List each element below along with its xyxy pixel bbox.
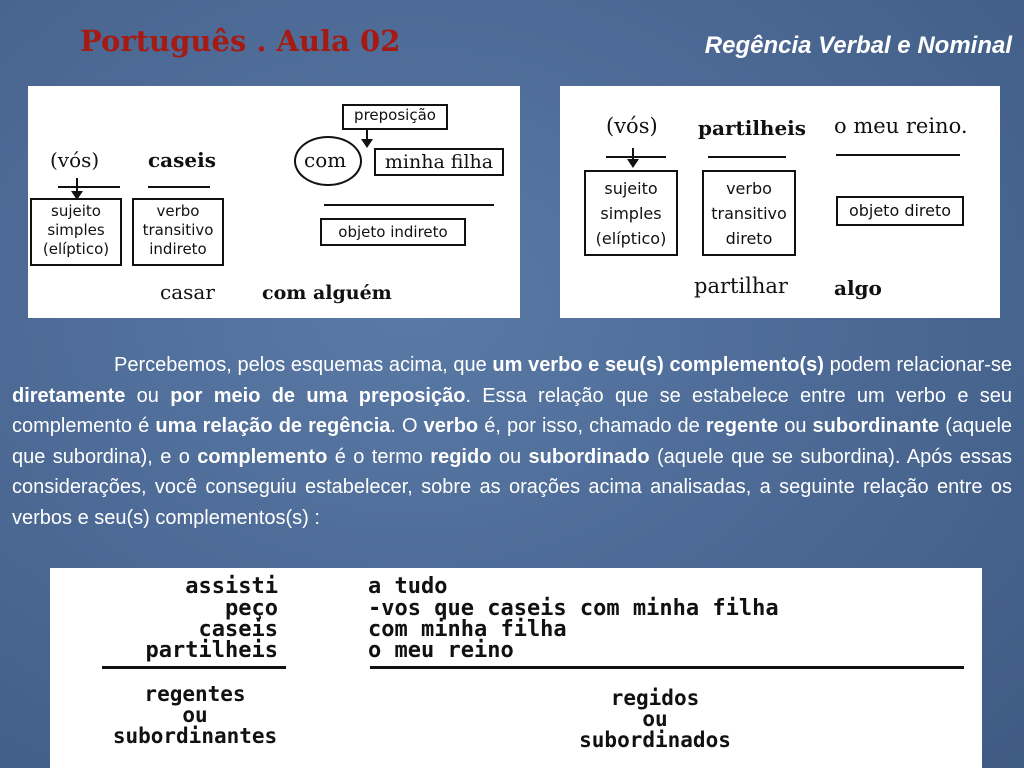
label-objeto-direto: objeto direto [836, 196, 964, 226]
subject-word: (vós) [606, 114, 658, 138]
verb-partilheis: partilheis [145, 638, 278, 663]
complement-o-meu-reino: o meu reino [368, 638, 514, 663]
verb-assisti: assisti [185, 574, 278, 599]
complement-a-tudo: a tudo [368, 574, 448, 599]
verb-caseis: caseis [198, 617, 278, 642]
verb-word: partilheis [698, 116, 807, 140]
right-label: regidos ou subordinados [579, 686, 731, 752]
arrow-subject [632, 148, 634, 160]
label-verbo: verbo transitivo indireto [132, 198, 224, 266]
infinitive-word: casar [160, 280, 215, 304]
relation-table [50, 568, 982, 768]
brace-right [370, 666, 964, 669]
complement-word: algo [834, 276, 882, 300]
diagram-right [560, 86, 1000, 318]
label-sujeito: sujeito simples (elíptico) [584, 170, 678, 256]
brace-left [102, 666, 286, 669]
infinitive-word: partilhar [694, 274, 788, 298]
diagram-left [28, 86, 520, 318]
brace-verb [708, 156, 786, 158]
brace-verb [148, 186, 210, 188]
verb-word: caseis [148, 148, 216, 172]
verb-peco: peço [225, 596, 278, 621]
complement-com-minha-filha: com minha filha [368, 617, 567, 642]
arrow-subject [76, 178, 78, 192]
explanation-paragraph: Percebemos, pelos esquemas acima, que um verbo e seu(s) complemento(s) podem relacionar-se diretamente ou por meio de uma preposição. Essa relação que se estabelece entre um verbo e seu complemento é uma relação de regência. O verbo é, por isso, chamado de regente ou subordinante (aquele que subordina), e o complemento é o termo regido ou subordinado (aquele que se subordina). Após essas considerações, você conseguiu estabelecer, sobre as orações acima analisadas, a seguinte relação entre os verbos e seu(s) complementos(s) : [12, 354, 1013, 529]
object-word: minha filha [374, 148, 504, 176]
label-preposicao: preposição [342, 104, 448, 130]
label-sujeito: sujeito simples (elíptico) [30, 198, 122, 266]
label-objeto-indireto: objeto indireto [320, 218, 466, 246]
brace-subject [58, 186, 120, 188]
subject-word: (vós) [50, 148, 100, 172]
brace-subject [606, 156, 666, 158]
object-word: o meu reino. [834, 114, 968, 138]
complement-vos-que-caseis: -vos que caseis com minha filha [368, 596, 779, 621]
label-verbo: verbo transitivo direto [702, 170, 796, 256]
brace-object [836, 154, 960, 156]
brace-object [324, 204, 494, 206]
slide-subtitle: Regência Verbal e Nominal [704, 32, 1012, 59]
complement-word: com alguém [262, 282, 392, 304]
left-label: regentes ou subordinantes [112, 682, 278, 748]
prep-word: com [304, 148, 347, 172]
slide-title: Português . Aula 02 [80, 24, 401, 58]
arrow-preposicao [366, 130, 368, 140]
